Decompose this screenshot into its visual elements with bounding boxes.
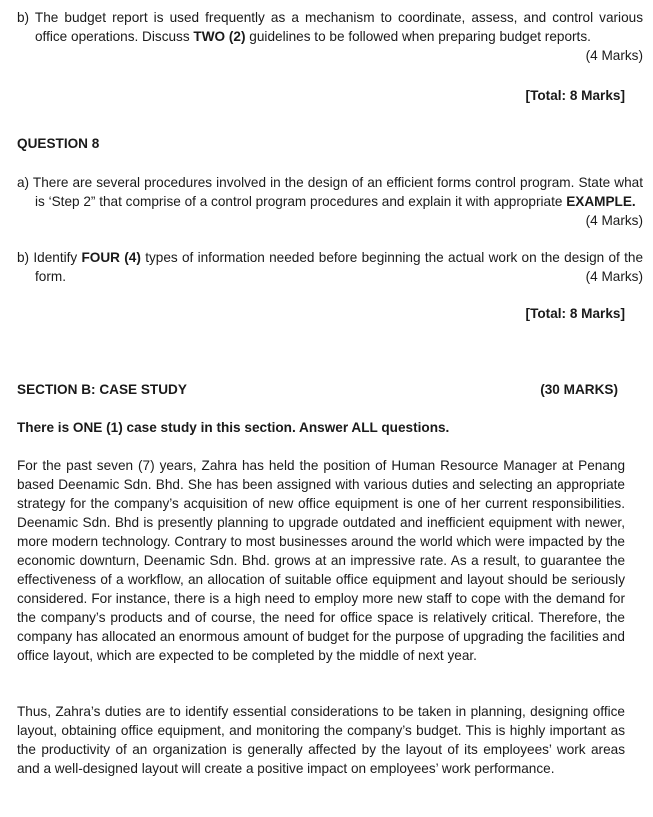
q8b-text-end: types of information needed before beginning the actual work on the design of the form. (35, 250, 644, 284)
case-study-paragraph-2: Thus, Zahra’s duties are to identify essential considerations to be taken in planning, designing office layout, obtaining office equipment, and monitoring the company’s budget. This is highly important as the productivity of an organization is generally affected by the layout of its employees’ work areas and a well-designed layout will create a positive impact on employees’ work performance. (17, 704, 625, 776)
section-b-header (17, 380, 618, 399)
q7b-text-end: guidelines to be followed when preparing budget reports. (245, 29, 591, 44)
section-b-marks: (30 MARKS) (540, 382, 618, 397)
q7b-marks: (4 Marks) (585, 48, 643, 63)
q8a-text: a) There are several procedures involved in the design of an efficient forms control program. State what is ‘Step 2” that comprise of a control program procedures and explain it with appropriate (17, 175, 643, 209)
q8b-marks: (4 Marks) (585, 269, 643, 284)
q7-total: [Total: 8 Marks] (525, 88, 625, 103)
q8b-text: b) Identify (17, 250, 82, 265)
q8b-bold: FOUR (4) (81, 250, 141, 265)
q8a-marks: (4 Marks) (585, 213, 643, 228)
q8-total: [Total: 8 Marks] (525, 306, 625, 321)
question-8-heading: QUESTION 8 (17, 136, 100, 151)
question-8a (17, 173, 643, 230)
question-8b (17, 248, 643, 286)
q7b-bold: TWO (2) (193, 29, 246, 44)
question-7b (17, 8, 643, 65)
case-study-paragraph-1: For the past seven (7) years, Zahra has held the position of Human Resource Manager at Penang based Deenamic Sdn. Bhd. She has been assigned with various duties and selecting an appropriate strategy for the company’s acquisition of new office equipment is one of her current responsibilities. Deenamic Sdn. Bhd is presently planning to upgrade outdated and inefficient equipment with newer, more modern technology. Contrary to most businesses around the world which were impacted by the economic downturn, Deenamic Sdn. Bhd. grows at an impressive rate. As a result, to guarantee the effectiveness of a workflow, an allocation of suitable office equipment and layout should be seriously considered. For instance, there is a high need to employ more new staff to cope with the demand for the company’s products and of course, the need for office space is relatively critical. Therefore, the company has allocated an enormous amount of budget for the purpose of upgrading the facilities and office layout, which are expected to be completed by the middle of next year. (17, 458, 625, 663)
section-b-title: SECTION B: CASE STUDY (17, 382, 187, 397)
q7b-text: b) The budget report is used frequently as a mechanism to coordinate, assess, and control various office operations. Discuss (17, 10, 643, 44)
q8a-bold: EXAMPLE. (566, 194, 636, 209)
section-b-instruction: There is ONE (1) case study in this section. Answer ALL questions. (17, 420, 450, 435)
